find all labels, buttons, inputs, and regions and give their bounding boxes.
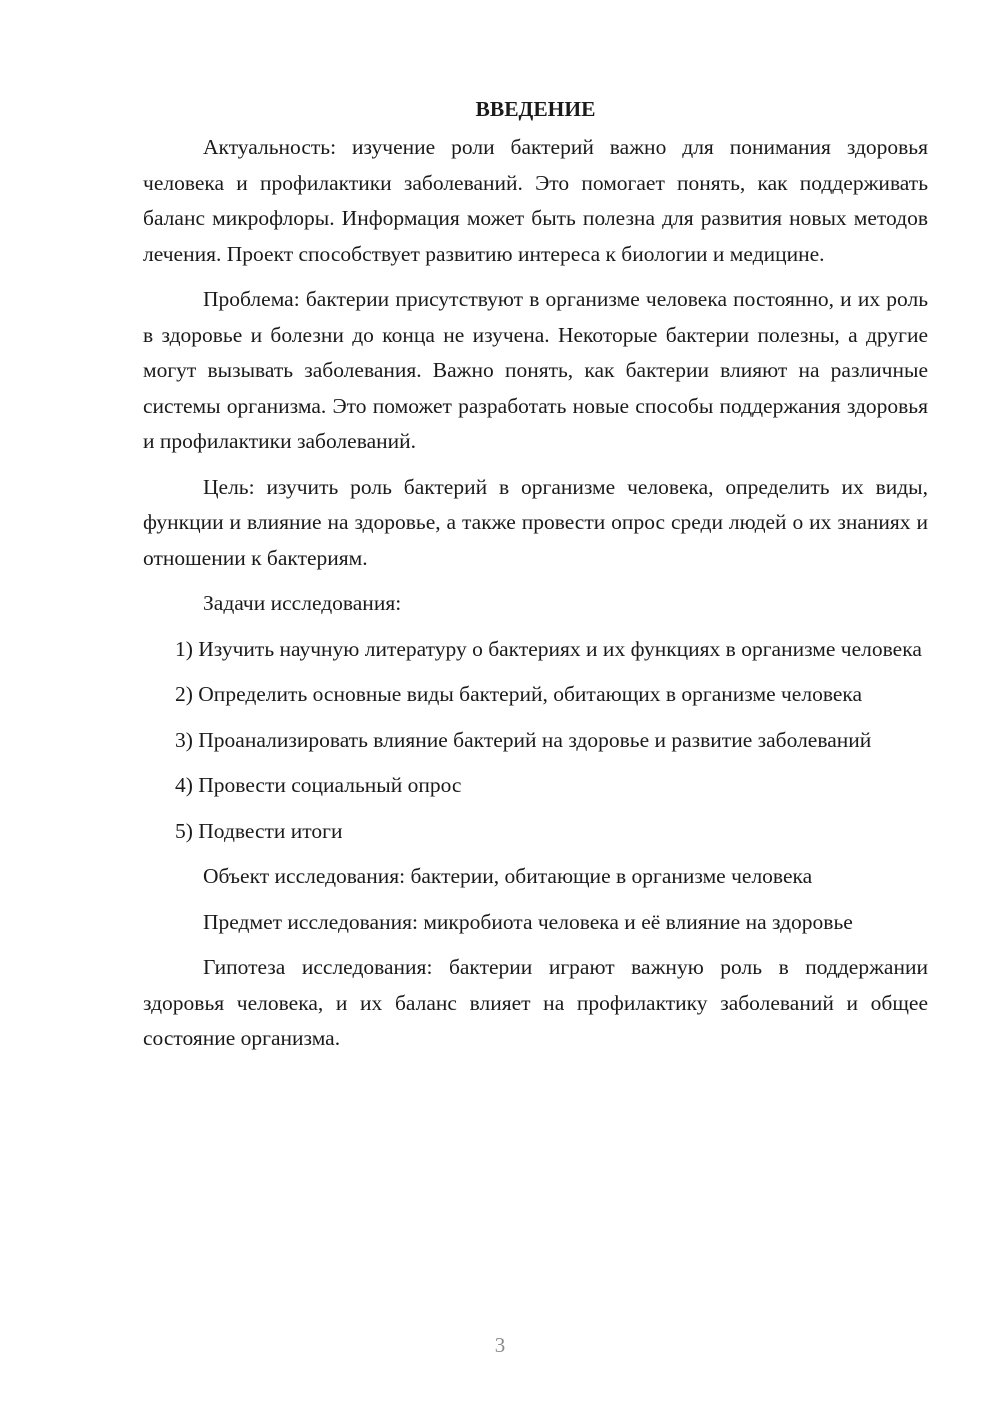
hypothesis-paragraph: Гипотеза исследования: бактерии играют важную роль в поддержании здоровья человека, и их баланс влияет на профилактику заболеваний и общее состояние организма. [143,955,928,1050]
task-item-4: 4) Провести социальный опрос [175,773,462,797]
goal-paragraph: Цель: изучить роль бактерий в организме человека, определить их виды, функции и влияние на здоровье, а также провести опрос среди людей о их знаниях и отношении к бактериям. [143,474,928,570]
document-page [143,92,928,1067]
research-object-paragraph: Объект исследования: бактерии, обитающие в организме человека [203,864,813,888]
task-item-5: 5) Подвести итоги [175,818,343,843]
tasks-title: Задачи исследования: [203,591,402,615]
task-item-3: 3) Проанализировать влияние бактерий на здоровье и развитие заболеваний [175,727,872,752]
task-item-2: 2) Определить основные виды бактерий, обитающих в организме человека [175,682,863,706]
task-item-1: 1) Изучить научную литературу о бактериях и их функциях в организме человека [175,636,922,661]
page-number: 3 [494,1333,506,1357]
problem-paragraph: Проблема: бактерии присутствуют в организме человека постоянно, и их роль в здоровье и болезни до конца не изучена. Некоторые бактерии полезны, а другие могут вызывать заболевания. Важно понять, как бактерии влияют на различные системы организма. Это поможет разработать новые способы поддержания здоровья и профилактики заболеваний. [143,287,928,453]
section-heading: ВВЕДЕНИЕ [475,97,596,121]
relevance-paragraph: Актуальность: изучение роли бактерий важно для понимания здоровья человека и профилактики заболеваний. Это помогает понять, как поддерживать баланс микрофлоры. Информация может быть полезна для развития новых методов лечения. Проект способствует развитию интереса к биологии и медицине. [143,135,928,266]
research-subject-paragraph: Предмет исследования: микробиота человека и её влияние на здоровье [203,909,853,934]
